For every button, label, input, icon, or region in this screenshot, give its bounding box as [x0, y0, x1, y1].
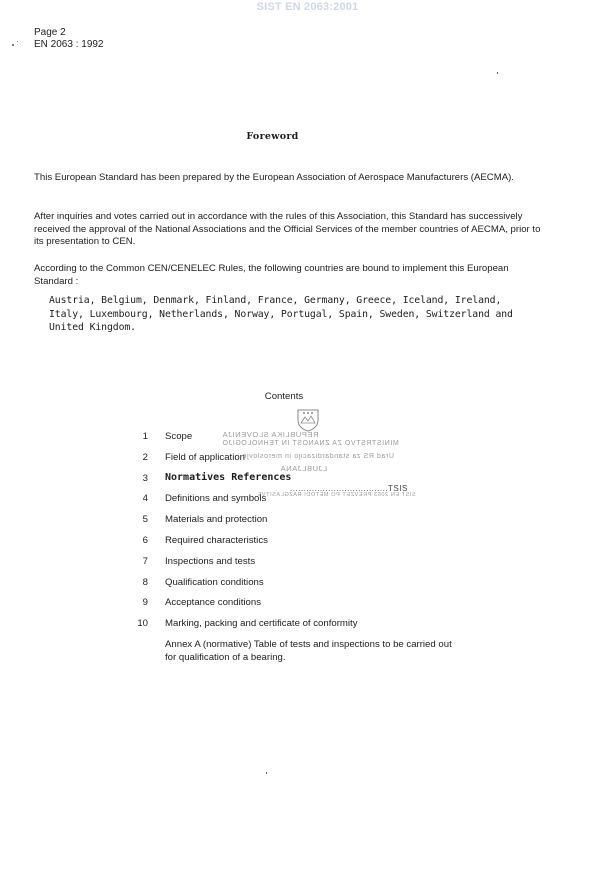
toc-item-label: Materials and protection	[165, 514, 268, 525]
toc-item-label: Scope	[165, 431, 193, 442]
toc-item-number: 10	[137, 618, 148, 629]
foreword-heading: Foreword	[246, 131, 299, 142]
stamp-line-5: SIST EN 2063 PREVZET PO METODI RAZGLASITVE	[257, 492, 416, 498]
contents-heading: Contents	[264, 391, 304, 402]
toc-item-number: 3	[142, 473, 148, 484]
foreword-paragraph-2: After inquiries and votes carried out in accordance with the rules of this Association, this Standard has successively received the approval of the National Associations and the Official Services of the member countries of AECMA, prior to its presentation to CEN.	[34, 211, 541, 247]
document-watermark: SIST EN 2063:2001	[256, 1, 359, 13]
toc-item-number: 1	[142, 431, 148, 442]
toc-item-label: Acceptance conditions	[165, 597, 261, 608]
scan-speck	[17, 41, 18, 42]
member-countries-list: Austria, Belgium, Denmark, Finland, France, Germany, Greece, Iceland, Ireland, Italy, Luxembourg, Netherlands, Norway, Portugal, Spain, Sweden, Switzerland and United Kingdom.	[49, 295, 513, 333]
toc-item-label: Required characteristics	[165, 535, 268, 546]
scan-speck	[266, 772, 267, 774]
foreword-paragraph-1: This European Standard has been prepared by the European Association of Aerospace Manufacturers (AECMA).	[34, 172, 514, 183]
toc-item-number: 2	[142, 452, 148, 463]
dotted-leader: ....................................TSIS	[290, 484, 408, 493]
scan-speck	[497, 72, 498, 74]
page-number: Page 2	[34, 27, 66, 38]
toc-item-number: 9	[142, 597, 148, 608]
stamp-line-2: MINISTRSTVO ZA ZNANOST IN TEHNOLOGIJO	[222, 440, 399, 447]
toc-item-label: Qualification conditions	[165, 577, 264, 588]
stamp-line-3: Urad RS za standardizacijo in meroslovje	[242, 453, 394, 460]
toc-item-number: 7	[142, 556, 148, 567]
scan-speck	[12, 44, 14, 46]
toc-item-label: Inspections and tests	[165, 556, 256, 567]
toc-annex-entry: Annex A (normative) Table of tests and inspections to be carried out for qualification of a bearing.	[165, 639, 452, 663]
stamp-line-1: REPUBLIKA SLOVENIJA	[222, 430, 319, 439]
toc-item-number: 6	[142, 535, 148, 546]
toc-item-label: Marking, packing and certificate of conformity	[165, 618, 358, 629]
coat-of-arms-icon	[295, 408, 321, 432]
toc-item-number: 5	[142, 514, 148, 525]
toc-item-label: Definitions and symbols	[165, 493, 267, 504]
toc-item-number: 8	[142, 577, 148, 588]
toc-item-number: 4	[142, 493, 148, 504]
toc-item-label: Field of application	[165, 452, 245, 463]
foreword-paragraph-3: According to the Common CEN/CENELEC Rules, the following countries are bound to implement this European Standard :	[34, 263, 509, 287]
stamp-line-4: LJUBLJANA	[280, 464, 328, 473]
toc-item-label: Normatives References	[165, 472, 292, 483]
document-number: EN 2063 : 1992	[34, 39, 104, 50]
